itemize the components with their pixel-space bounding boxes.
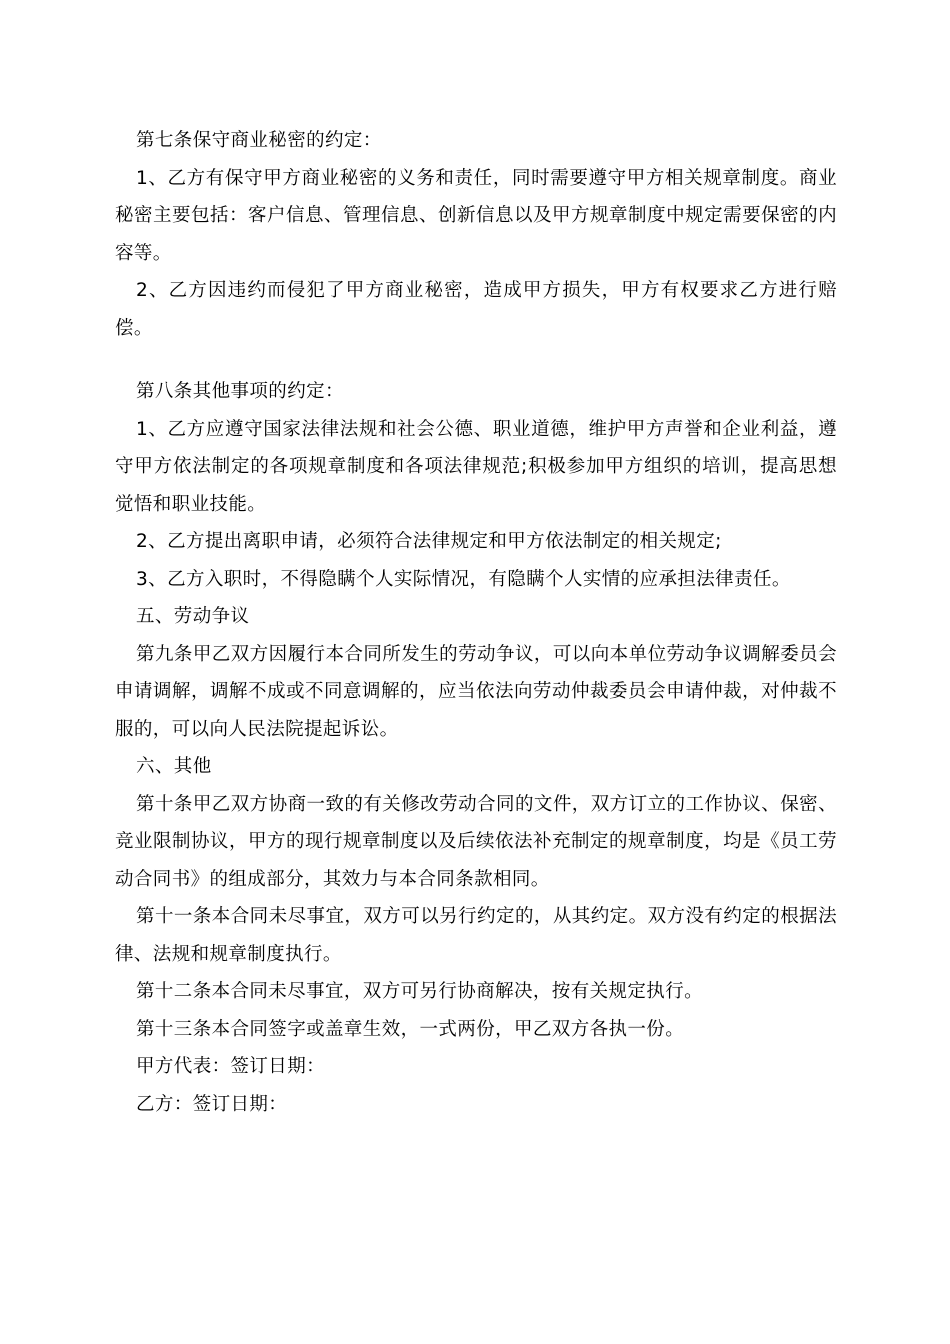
document-body xyxy=(115,122,837,1123)
party-a-signature-line: 甲方代表：签订日期： xyxy=(136,1056,326,1077)
article-7-heading: 第七条保守商业秘密的约定： xyxy=(136,130,382,151)
section-5-heading: 五、劳动争议 xyxy=(136,606,250,627)
article-7-clause-2: 2、乙方因违约而侵犯了甲方商业秘密，造成甲方损失，甲方有权要求乙方进行赔偿。 xyxy=(115,280,837,339)
article-8-clause-3: 3、乙方入职时，不得隐瞒个人实际情况，有隐瞒个人实情的应承担法律责任。 xyxy=(136,568,791,590)
article-12: 第十二条本合同未尽事宜，双方可另行协商解决，按有关规定执行。 xyxy=(136,981,704,1002)
section-spacer xyxy=(115,347,837,373)
article-8-clause-1: 1、乙方应遵守国家法律法规和社会公德、职业道德，维护甲方声誉和企业利益，遵守甲方依法制定的各项规章制度和各项法律规范;积极参加甲方组织的培训，提高思想觉悟和职业技能。 xyxy=(115,418,837,515)
article-8-heading: 第八条其他事项的约定： xyxy=(136,381,344,402)
section-6-heading: 六、其他 xyxy=(136,756,212,777)
party-b-signature-line: 乙方：签订日期： xyxy=(136,1093,288,1115)
article-7-clause-1: 1、乙方有保守甲方商业秘密的义务和责任，同时需要遵守甲方相关规章制度。商业秘密主要包括：客户信息、管理信息、创新信息以及甲方规章制度中规定需要保密的内容等。 xyxy=(115,167,837,264)
article-10: 第十条甲乙双方协商一致的有关修改劳动合同的文件，双方订立的工作协议、保密、竞业限制协议，甲方的现行规章制度以及后续依法补充制定的规章制度，均是《员工劳动合同书》的组成部分，其效力与本合同条款相同。 xyxy=(115,793,837,890)
article-9: 第九条甲乙双方因履行本合同所发生的劳动争议，可以向本单位劳动争议调解委员会申请调解，调解不成或不同意调解的，应当依法向劳动仲裁委员会申请仲裁，对仲裁不服的，可以向人民法院提起诉讼。 xyxy=(115,643,837,740)
article-11: 第十一条本合同未尽事宜，双方可以另行约定的，从其约定。双方没有约定的根据法律、法规和规章制度执行。 xyxy=(115,906,837,965)
article-13: 第十三条本合同签字或盖章生效，一式两份，甲乙双方各执一份。 xyxy=(136,1018,685,1040)
article-8-clause-2: 2、乙方提出离职申请，必须符合法律规定和甲方依法制定的相关规定; xyxy=(136,531,722,552)
